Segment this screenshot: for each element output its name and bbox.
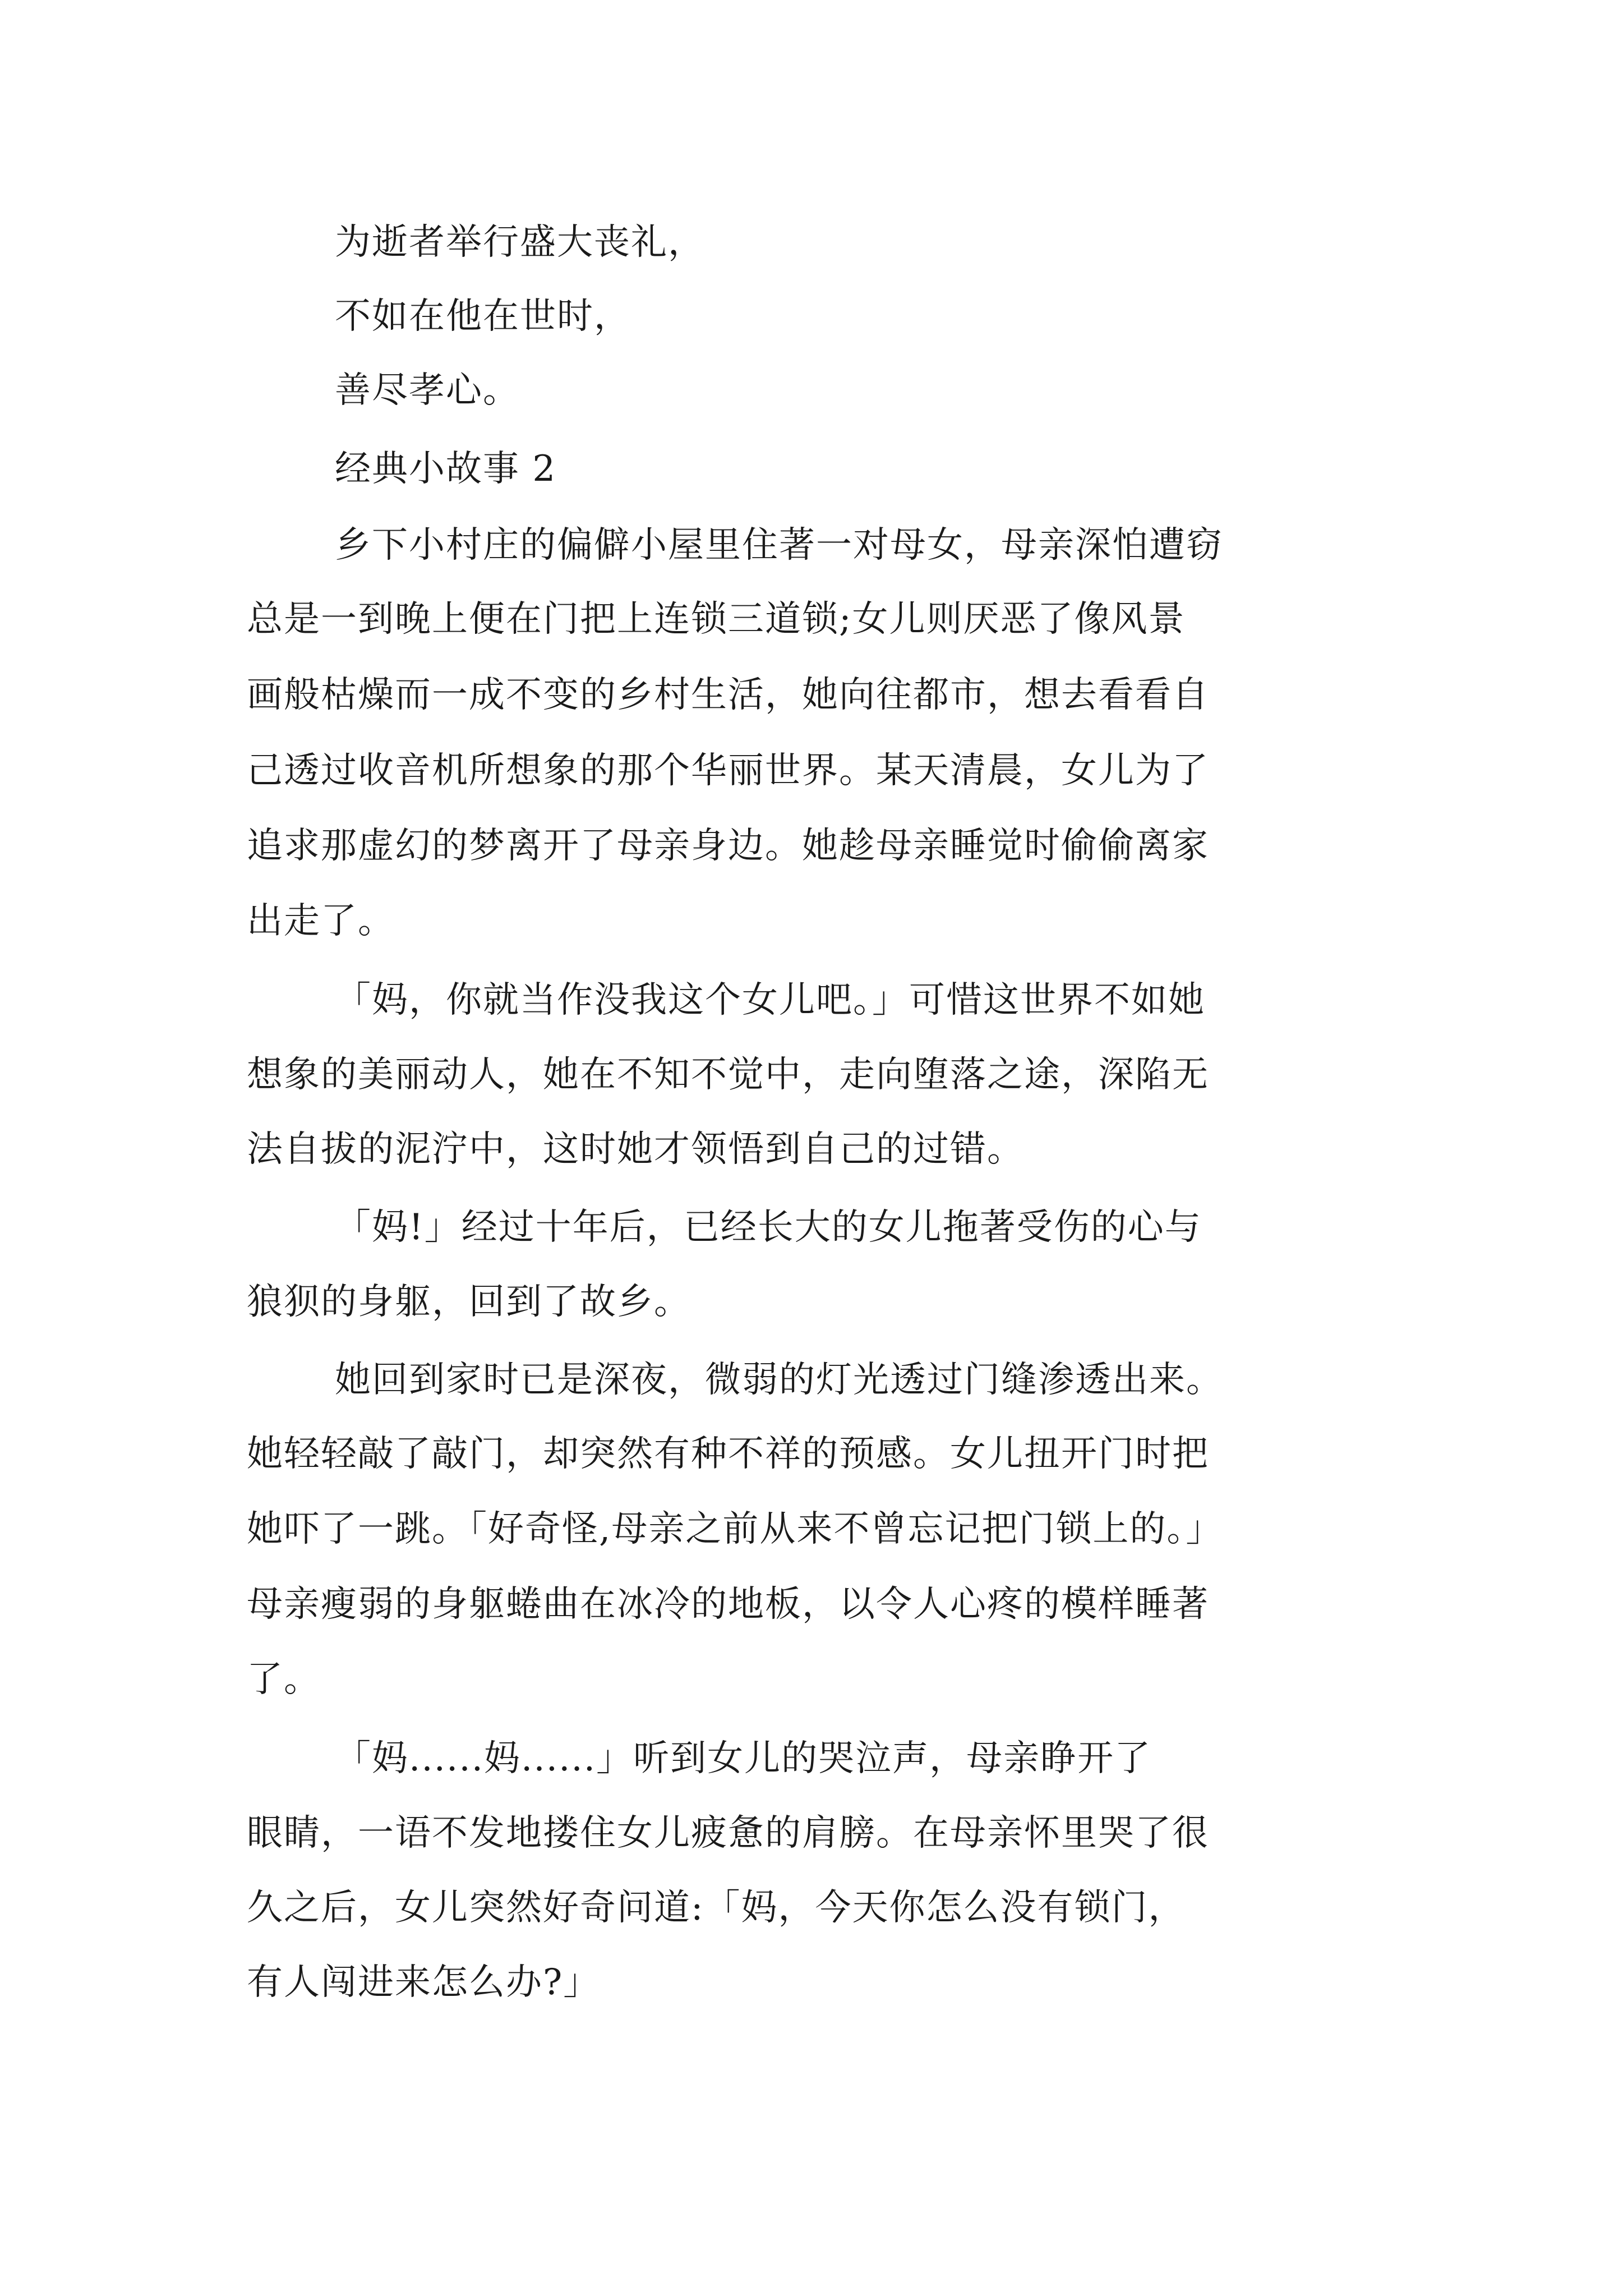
text-line: 为逝者举行盛大丧礼， xyxy=(335,222,705,263)
text-line: 善尽孝心。 xyxy=(335,370,520,411)
text-line: 了。 xyxy=(247,1659,321,1700)
text-line: 乡下小村庄的偏僻小屋里住著一对母女，母亲深怕遭窃 xyxy=(335,524,1223,566)
text-line: 母亲瘦弱的身躯蜷曲在冰冷的地板，以令人心疼的模样睡著 xyxy=(247,1584,1209,1625)
text-line: 法自拔的泥泞中，这时她才领悟到自己的过错。 xyxy=(247,1129,1024,1170)
text-line: 久之后，女儿突然好奇问道:「妈，今天你怎么没有锁门， xyxy=(247,1887,1186,1929)
text-line: 想象的美丽动人，她在不知不觉中，走向堕落之途，深陷无 xyxy=(247,1054,1209,1096)
text-line: 眼睛，一语不发地搂住女儿疲惫的肩膀。在母亲怀里哭了很 xyxy=(247,1812,1209,1854)
text-line: 狼狈的身躯，回到了故乡。 xyxy=(247,1281,691,1323)
text-line: 她回到家时已是深夜，微弱的灯光透过门缝渗透出来。 xyxy=(335,1359,1223,1401)
text-line: 总是一到晚上便在门把上连锁三道锁;女儿则厌恶了像风景 xyxy=(247,599,1186,640)
text-line: 有人闯进来怎么办?」 xyxy=(247,1962,601,2003)
text-line: 她轻轻敲了敲门，却突然有种不祥的预感。女儿扭开门时把 xyxy=(247,1433,1209,1475)
text-line: 追求那虚幻的梦离开了母亲身边。她趁母亲睡觉时偷偷离家 xyxy=(247,825,1209,867)
text-line: 「妈!」经过十年后，已经长大的女儿拖著受伤的心与 xyxy=(335,1207,1202,1248)
section-heading: 经典小故事 2 xyxy=(335,448,557,490)
text-line: 画般枯燥而一成不变的乡村生活，她向往都市，想去看看自 xyxy=(247,674,1209,716)
text-line: 「妈，你就当作没我这个女儿吧。」可惜这世界不如她 xyxy=(335,979,1205,1021)
text-line: 不如在他在世时， xyxy=(335,296,631,337)
text-line: 「妈......妈......」听到女儿的哭泣声，母亲睁开了 xyxy=(335,1738,1152,1779)
text-line: 己透过收音机所想象的那个华丽世界。某天清晨，女儿为了 xyxy=(247,750,1209,792)
text-line: 她吓了一跳。「好奇怪,母亲之前从来不曾忘记把门锁上的。」 xyxy=(247,1508,1223,1550)
text-line: 出走了。 xyxy=(247,900,395,942)
